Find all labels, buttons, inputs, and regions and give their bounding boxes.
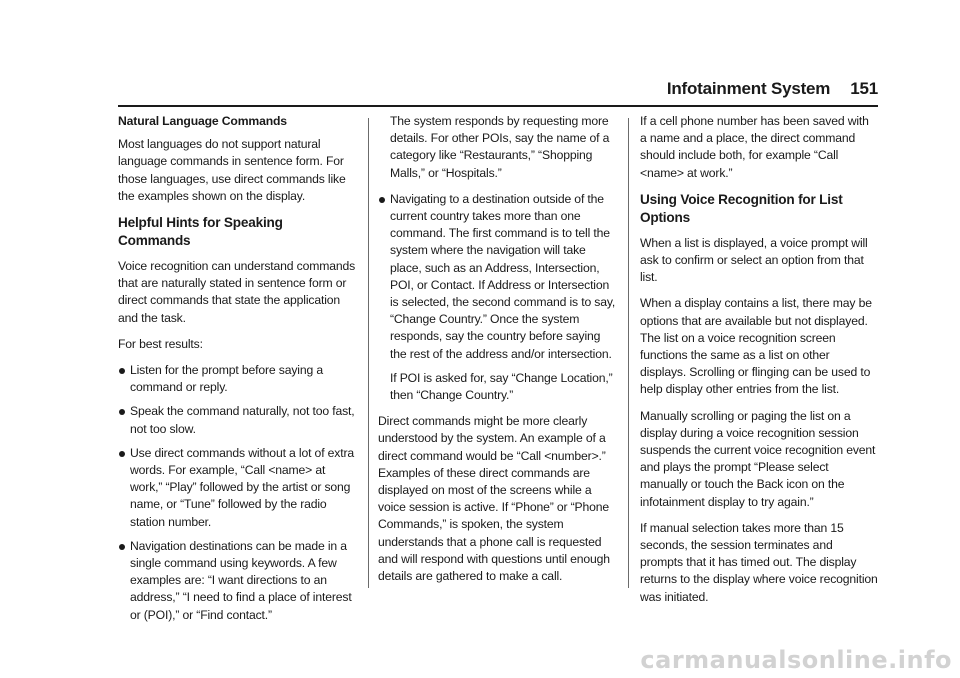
bullet-item [118,538,358,624]
subheading: Natural Language Commands [118,114,287,128]
paragraph: For best results: [118,336,203,351]
paragraph: Most languages do not support natural language commands in sentence form. For those languages, use direct commands like the examples shown on the display. [118,137,346,203]
column-1 [118,113,358,631]
bullet-item [378,191,616,363]
watermark: carmanualsonline.info [640,646,952,674]
paragraph: The system responds by requesting more details. For other POIs, say the name of a category like “Restaurants,” “Shopping Malls,” or “Hospitals.” [390,114,610,180]
paragraph: Direct commands might be more clearly understood by the system. An example of a direct command would be “Call <number>.” Examples of these direct commands are displayed on most of the screens while a voice session is active. If “Phone” or “Phone Commands,” is spoken, the system understands that a phone call is requested and will respond with questions until enough details are gathered to make a call. [378,414,610,584]
paragraph: If manual selection takes more than 15 seconds, the session terminates and prompts that it has timed out. The display returns to the display where voice recognition was initiated. [640,520,878,604]
column-2 [378,113,616,594]
paragraph: If a cell phone number has been saved with a name and a place, the direct command should include both, for example “Call <name> at work.” [640,114,869,180]
paragraph: When a display contains a list, there may be options that are available but not displayed. The list on a voice recognition screen functions the same as a list on other displays. Scrolling or flinging can be used to help display other entries from the list. [640,296,872,397]
bullet-text: Navigating to a destination outside of the current country takes more than one command. The first command is to tell the system where the navigation will take place, such as an Address, Intersection, POI, or Contact. If Address or Intersection is selected, the second command is to say, “Change Country.” Once the system responds, say the country before saying the rest of the address and/or intersection. [390,191,616,361]
bullet-text: Listen for the prompt before saying a command or reply. [130,363,323,395]
bullet-item [118,445,358,531]
bullet-icon [119,544,125,550]
bullet-item [118,403,358,437]
paragraph: Manually scrolling or paging the list on a display during a voice recognition session suspends the current voice recognition event and plays the prompt “Please select manually or touch the Back icon on the infotainment display to try again.” [640,408,876,509]
bullet-text: Navigation destinations can be made in a single command using keywords. A few examples are: “I want directions to an address,” “I need to find a place of interest or (POI),” or “Find contact.” [130,538,352,622]
section-title: Infotainment System [666,79,831,98]
column-3 [640,113,878,615]
paragraph: If POI is asked for, say “Change Location,” then “Change Country.” [390,370,613,403]
bullet-icon [119,409,125,415]
column-divider [368,118,369,588]
column-divider [628,118,629,588]
section-heading: Using Voice Recognition for List Options [640,191,843,225]
paragraph: Voice recognition can understand commands that are naturally stated in sentence form or direct commands that state the application and the task. [118,259,356,325]
header-rule [118,105,878,107]
bullet-icon [119,368,125,374]
bullet-icon [119,451,125,457]
page-number: 151 [850,79,878,98]
bullet-icon [379,197,385,203]
bullet-text: Speak the command naturally, not too fast, not too slow. [130,404,355,436]
section-heading: Helpful Hints for Speaking Commands [118,215,283,249]
page-header [667,79,878,99]
bullet-text: Use direct commands without a lot of extra words. For example, “Call <name> at work,” “Play” followed by the artist or song name, or “Tune” followed by the radio station number. [130,445,355,529]
bullet-item [118,362,358,396]
paragraph: When a list is displayed, a voice prompt will ask to confirm or select an option from that list. [640,235,868,285]
